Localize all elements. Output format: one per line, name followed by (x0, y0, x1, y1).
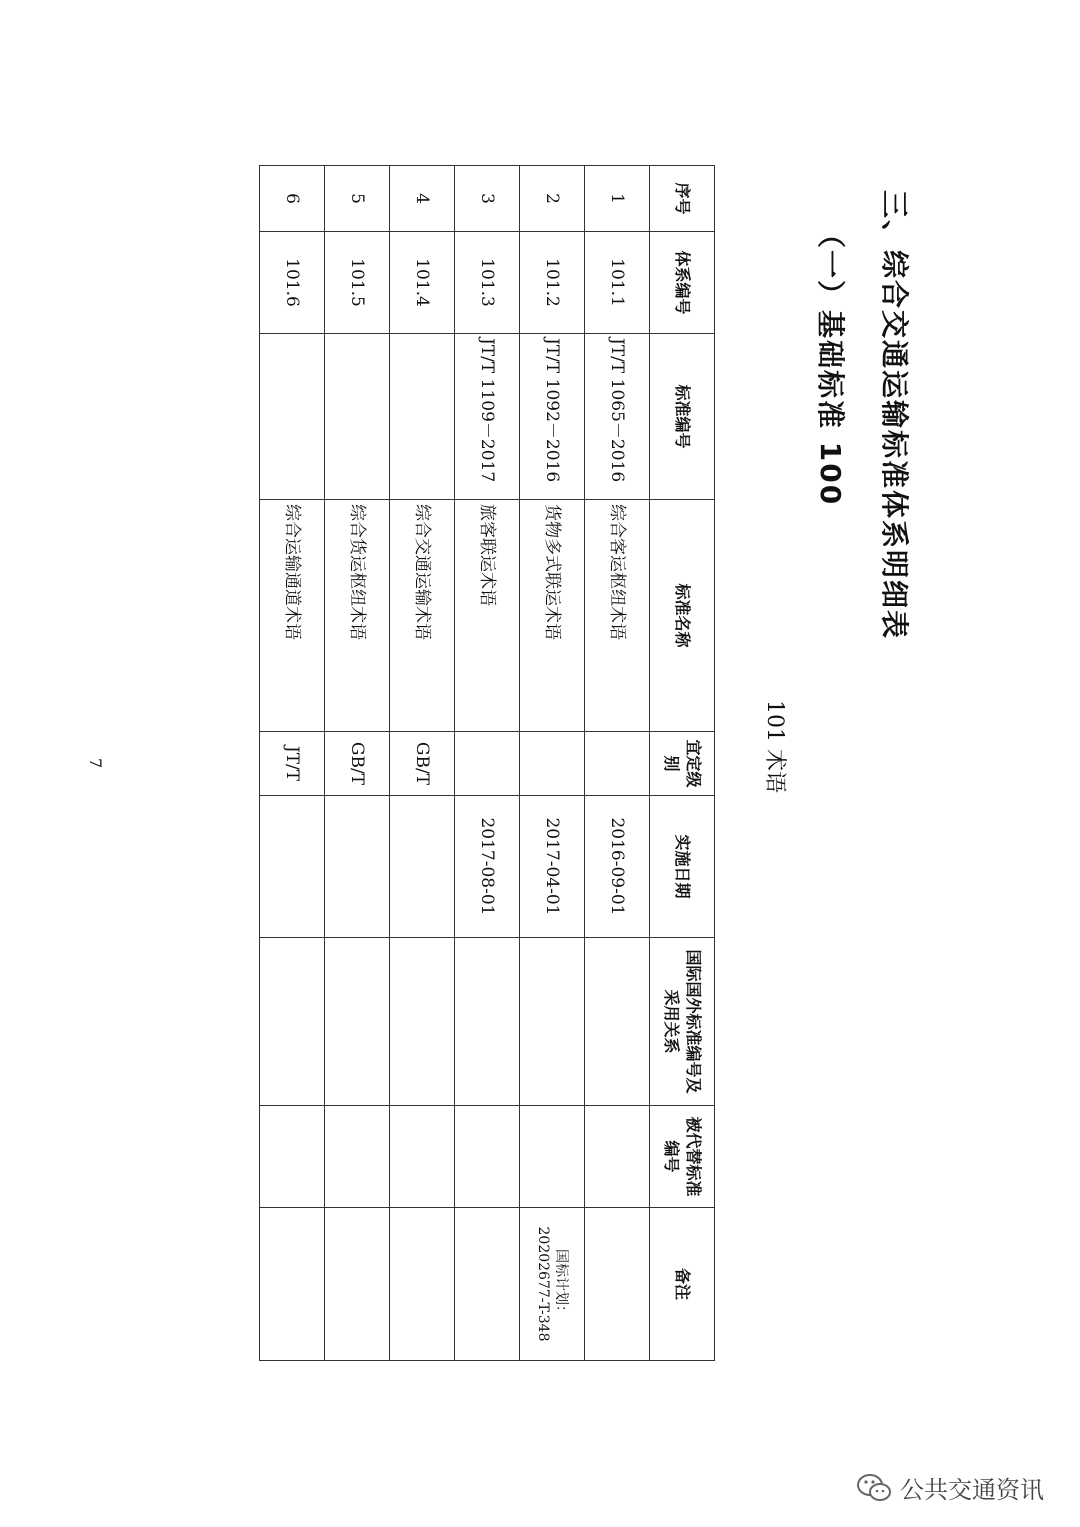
cell-replaced (325, 1106, 390, 1208)
cell-standard-name: 综合货运枢纽术语 (325, 500, 390, 732)
header-replaced-standard: 被代替标准编号 (650, 1106, 715, 1208)
cell-index: 1 (585, 166, 650, 232)
cell-standard-name: 综合客运枢纽术语 (585, 500, 650, 732)
cell-level: JT/T (260, 732, 325, 796)
cell-system-code: 101.1 (585, 232, 650, 334)
cell-level (455, 732, 520, 796)
watermark-text: 公共交通资讯 (900, 1476, 1044, 1504)
cell-index: 3 (455, 166, 520, 232)
table-row (260, 166, 325, 1361)
cell-system-code: 101.3 (455, 232, 520, 334)
table-row (325, 166, 390, 1361)
header-international-standard: 国际国外标准编号及采用关系 (650, 938, 715, 1106)
cell-level (585, 732, 650, 796)
section-heading: （一）基础标准 100 (814, 220, 847, 507)
header-standard-name: 标准名称 (650, 500, 715, 732)
header-system-code: 体系编号 (650, 232, 715, 334)
wechat-icon (856, 1473, 892, 1503)
cell-level: GB/T (390, 732, 455, 796)
cell-system-code: 101.4 (390, 232, 455, 334)
cell-date (260, 796, 325, 938)
cell-standard-name: 货物多式联运术语 (520, 500, 585, 732)
watermark (856, 1470, 1044, 1505)
table-row (455, 166, 520, 1361)
cell-remarks (585, 1208, 650, 1361)
cell-date: 2017-08-01 (455, 796, 520, 938)
cell-standard-code (260, 334, 325, 500)
page-number: 7 (86, 758, 105, 769)
cell-index: 6 (260, 166, 325, 232)
cell-date: 2017-04-01 (520, 796, 585, 938)
cell-international (585, 938, 650, 1106)
cell-standard-name: 综合运输通道术语 (260, 500, 325, 732)
cell-standard-code: JT/T 1092－2016 (520, 334, 585, 500)
cell-remarks (260, 1208, 325, 1361)
cell-standard-code: JT/T 1109－2017 (455, 334, 520, 500)
table-row (390, 166, 455, 1361)
cell-standard-name: 旅客联运术语 (455, 500, 520, 732)
cell-replaced (520, 1106, 585, 1208)
cell-international (520, 938, 585, 1106)
cell-international (455, 938, 520, 1106)
cell-replaced (585, 1106, 650, 1208)
header-level: 宜定级别 (650, 732, 715, 796)
cell-replaced (390, 1106, 455, 1208)
cell-level (520, 732, 585, 796)
header-implementation-date: 实施日期 (650, 796, 715, 938)
cell-system-code: 101.6 (260, 232, 325, 334)
cell-remarks (390, 1208, 455, 1361)
header-remarks: 备注 (650, 1208, 715, 1361)
header-index: 序号 (650, 166, 715, 232)
cell-international (325, 938, 390, 1106)
cell-date: 2016-09-01 (585, 796, 650, 938)
cell-level: GB/T (325, 732, 390, 796)
document-title: 三、综合交通运输标准体系明细表 (878, 190, 911, 641)
header-standard-code: 标准编号 (650, 334, 715, 500)
cell-remarks: 国标计划：20202677-T-348 (520, 1208, 585, 1361)
standards-table (259, 165, 715, 1361)
rotated-page (86, 160, 950, 1400)
cell-system-code: 101.2 (520, 232, 585, 334)
cell-international (390, 938, 455, 1106)
cell-replaced (455, 1106, 520, 1208)
cell-date (390, 796, 455, 938)
cell-remarks (325, 1208, 390, 1361)
table-row (585, 166, 650, 1361)
table-row (520, 166, 585, 1361)
cell-index: 4 (390, 166, 455, 232)
cell-standard-code: JT/T 1065－2016 (585, 334, 650, 500)
cell-standard-name: 综合交通运输术语 (390, 500, 455, 732)
cell-international (260, 938, 325, 1106)
cell-remarks (455, 1208, 520, 1361)
subsection-heading: 101 术语 (762, 700, 787, 793)
cell-standard-code (325, 334, 390, 500)
cell-index: 2 (520, 166, 585, 232)
cell-date (325, 796, 390, 938)
cell-index: 5 (325, 166, 390, 232)
cell-replaced (260, 1106, 325, 1208)
table-header-row (650, 166, 715, 1361)
cell-standard-code (390, 334, 455, 500)
cell-system-code: 101.5 (325, 232, 390, 334)
